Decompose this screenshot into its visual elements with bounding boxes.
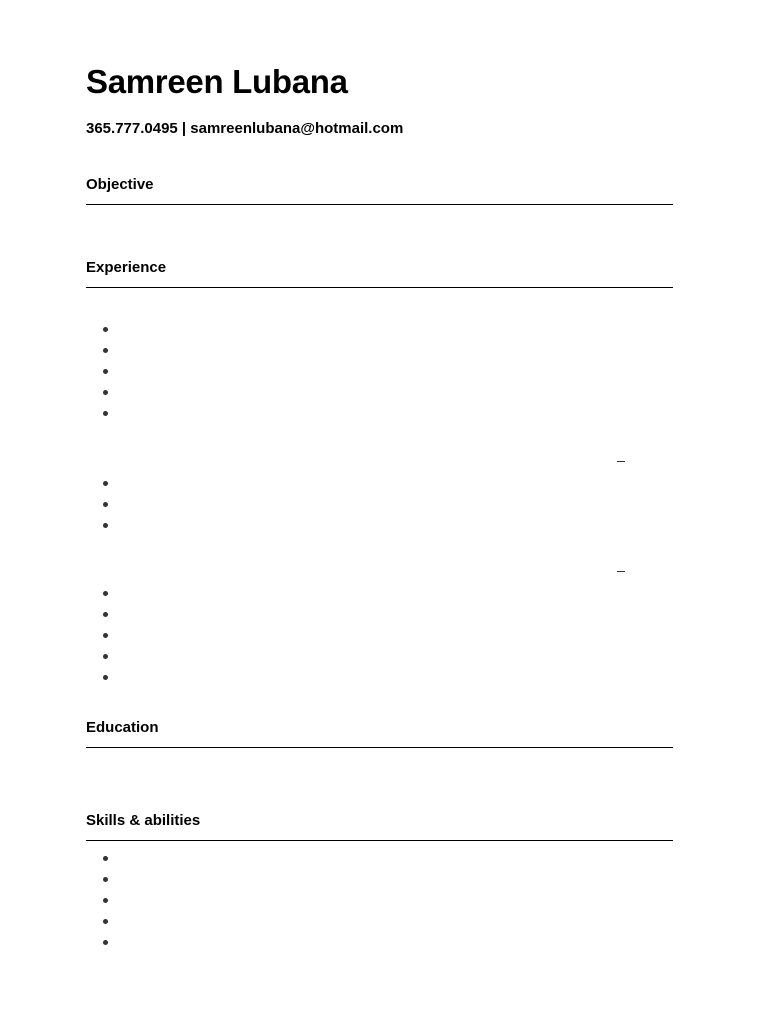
experience-job-3-bullet	[103, 675, 108, 680]
skills-divider	[86, 840, 673, 841]
experience-job-1-bullet	[103, 411, 108, 416]
experience-job-2-date-dash	[617, 461, 625, 462]
experience-job-3-bullet	[103, 654, 108, 659]
experience-divider	[86, 287, 673, 288]
skills-bullet	[103, 898, 108, 903]
experience-job-3-bullet	[103, 612, 108, 617]
objective-heading: Objective	[86, 176, 154, 193]
experience-job-1-bullet	[103, 369, 108, 374]
skills-bullet	[103, 940, 108, 945]
experience-job-3-bullet	[103, 633, 108, 638]
objective-divider	[86, 204, 673, 205]
skills-bullet	[103, 919, 108, 924]
experience-job-2-bullet	[103, 502, 108, 507]
experience-job-1-bullet	[103, 348, 108, 353]
experience-job-3-date-dash	[617, 571, 625, 572]
experience-job-2-bullet	[103, 523, 108, 528]
candidate-name: Samreen Lubana	[86, 63, 348, 100]
education-divider	[86, 747, 673, 748]
experience-job-2-bullet	[103, 481, 108, 486]
experience-job-1-bullet	[103, 327, 108, 332]
experience-heading: Experience	[86, 259, 167, 276]
skills-bullet	[103, 856, 108, 861]
experience-job-1-bullet	[103, 390, 108, 395]
skills-bullet	[103, 877, 108, 882]
contact-line: 365.777.0495 | samreenlubana@hotmail.com	[86, 120, 404, 137]
education-heading: Education	[86, 719, 159, 736]
skills-heading: Skills & abilities	[86, 812, 201, 829]
experience-job-3-bullet	[103, 591, 108, 596]
